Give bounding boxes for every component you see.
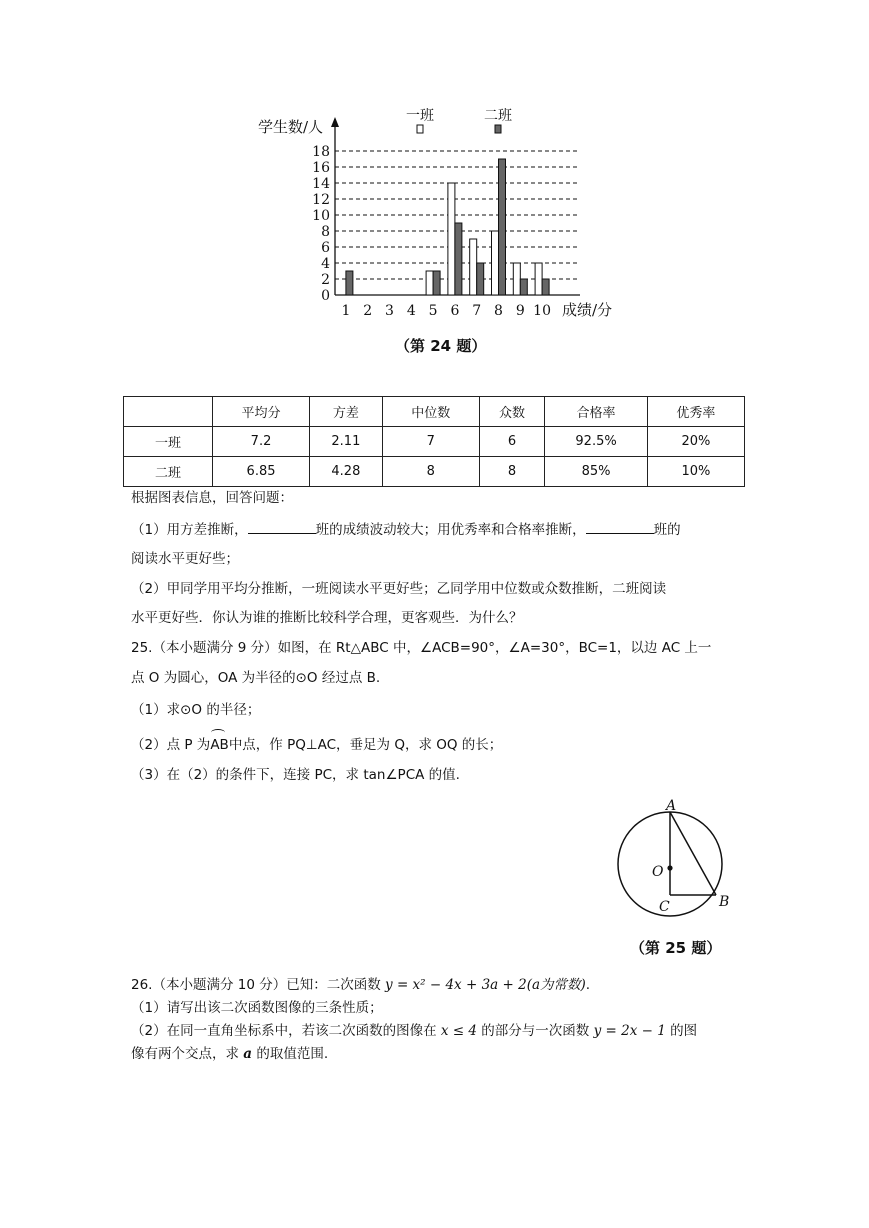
figure-25-caption: （第 25 题） [630, 939, 722, 957]
q24-part1-line2: 阅读水平更好些； [131, 551, 239, 567]
label-o: O [652, 864, 664, 880]
bar-2-6 [455, 223, 462, 295]
x-tick-label: 10 [533, 303, 552, 319]
y-tick-label: 12 [312, 192, 330, 208]
legend-label: 二班 [484, 108, 512, 124]
x-tick-label: 2 [363, 303, 373, 319]
q24-part1-line1 [131, 519, 681, 540]
q26-sub2-text-b: 的部分与一次函数 [477, 1023, 594, 1039]
bar-2-9 [520, 279, 527, 295]
bar-2-1 [346, 271, 353, 295]
y-tick-label: 10 [312, 208, 330, 224]
q24-intro: 根据图表信息，回答问题： [131, 490, 293, 506]
table-header-row [124, 397, 745, 427]
table-cell: 85% [545, 457, 648, 487]
y-axis-arrow-icon [331, 117, 339, 127]
chart-caption: （第 24 题） [395, 337, 487, 355]
table-header: 中位数 [382, 397, 479, 427]
q26-sub2-text-a: （2）在同一直角坐标系中，若该二次函数的图像在 [131, 1023, 441, 1039]
y-tick-label: 18 [312, 144, 330, 160]
q24-p1-text-a: （1）用方差推断， [131, 522, 248, 538]
y-tick-label: 8 [321, 224, 330, 240]
table-cell: 20% [647, 427, 744, 457]
label-c: C [659, 899, 670, 915]
arc-ab [210, 735, 229, 755]
legend-swatch [495, 125, 501, 133]
table-cell: 7 [382, 427, 479, 457]
q25-sub2-text-b: 中点，作 PQ⊥AC，垂足为 Q，求 OQ 的长； [228, 737, 503, 753]
q26-sub2-text-c: 的图 [665, 1023, 698, 1039]
q24-p1-text-c: 班的 [653, 522, 681, 538]
score-bar-chart [240, 105, 630, 325]
y-tick-label: 4 [321, 256, 330, 272]
table-cell: 6 [479, 427, 545, 457]
table-cell: 7.2 [213, 427, 310, 457]
table-cell: 8 [382, 457, 479, 487]
y-tick-label: 2 [321, 272, 330, 288]
bar-2-5 [433, 271, 440, 295]
q25-sub3: （3）在（2）的条件下，连接 PC，求 tan∠PCA 的值. [131, 767, 460, 783]
legend-swatch [417, 125, 423, 133]
label-b: B [719, 894, 730, 910]
table-cell: 6.85 [213, 457, 310, 487]
y-tick-label: 6 [321, 240, 330, 256]
bar-1-9 [513, 263, 520, 295]
bar-2-8 [499, 159, 506, 295]
bar-1-8 [492, 231, 499, 295]
bar-1-7 [470, 239, 477, 295]
arc-mark-icon [211, 729, 225, 736]
x-tick-label: 1 [341, 303, 351, 319]
q25-line1: 25.（本小题满分 9 分）如图，在 Rt△ABC 中，∠ACB=90°，∠A=30°，BC=1，以边 AC 上一 [131, 640, 712, 656]
table-header: 众数 [479, 397, 545, 427]
variable-a: a [243, 1046, 253, 1062]
q26-line1-text: 26.（本小题满分 10 分）已知：二次函数 [131, 977, 386, 993]
arc-ab-label: AB [210, 737, 229, 753]
q25-sub2-text-a: （2）点 P 为 [131, 737, 211, 753]
table-cell: 二班 [124, 457, 213, 487]
q25-line2: 点 O 为圆心，OA 为半径的⊙O 经过点 B. [131, 670, 381, 686]
table-cell: 10% [647, 457, 744, 487]
legend-label: 一班 [406, 108, 434, 124]
bar-2-7 [477, 263, 484, 295]
q26-sub2-line1 [131, 1021, 697, 1041]
answer-blank-1[interactable] [248, 519, 316, 534]
x-tick-label: 4 [406, 303, 416, 319]
x-tick-label: 3 [385, 303, 394, 319]
bar-2-10 [542, 279, 549, 295]
q24-p1-text-b: 班的成绩波动较大；用优秀率和合格率推断， [315, 522, 586, 538]
circle-triangle-figure [608, 798, 748, 923]
table-row [124, 457, 745, 487]
center-point-o [667, 865, 672, 870]
table-header: 平均分 [213, 397, 310, 427]
label-a: A [666, 798, 677, 814]
y-axis-label: 学生数/人 [258, 118, 324, 136]
table-cell: 2.11 [310, 427, 383, 457]
y-tick-label: 16 [312, 160, 330, 176]
x-tick-label: 8 [494, 303, 503, 319]
x-tick-label: 6 [450, 303, 460, 319]
q24-part2-line2: 水平更好些．你认为谁的推断比较科学合理，更客观些．为什么？ [131, 610, 523, 626]
table-header: 优秀率 [647, 397, 744, 427]
q26-sub2-text-d: 像有两个交点，求 [131, 1046, 244, 1062]
y-tick-label: 14 [312, 176, 330, 192]
q26-line1-end: . [585, 977, 591, 993]
x-tick-label: 7 [472, 303, 482, 319]
condition-x: x ≤ 4 [440, 1023, 477, 1039]
bar-1-6 [448, 183, 455, 295]
table-header: 方差 [310, 397, 383, 427]
table-cell: 8 [479, 457, 545, 487]
table-cell: 4.28 [310, 457, 383, 487]
answer-blank-2[interactable] [586, 519, 654, 534]
q25-sub2 [131, 735, 502, 755]
segment-ab [670, 812, 716, 895]
q26-line1 [131, 975, 590, 995]
table-header: 合格率 [545, 397, 648, 427]
x-tick-label: 5 [428, 303, 438, 319]
table-cell: 92.5% [545, 427, 648, 457]
bar-1-10 [535, 263, 542, 295]
table-row [124, 427, 745, 457]
q26-sub2-text-e: 的取值范围. [252, 1046, 329, 1062]
linear-function: y = 2x − 1 [593, 1023, 666, 1039]
table-cell: 一班 [124, 427, 213, 457]
table-header [124, 397, 213, 427]
statistics-table [123, 396, 745, 487]
q26-sub1: （1）请写出该二次函数图像的三条性质； [131, 1000, 383, 1016]
x-tick-label: 9 [515, 303, 525, 319]
x-axis-label: 成绩/分 [562, 301, 613, 319]
quadratic-formula: y = x² − 4x + 3a + 2(a为常数) [385, 977, 586, 993]
bar-1-5 [426, 271, 433, 295]
q26-sub2-line2 [131, 1044, 328, 1064]
q25-sub1: （1）求⊙O 的半径； [131, 702, 261, 718]
y-tick-label: 0 [321, 288, 330, 304]
q24-part2-line1: （2）甲同学用平均分推断，一班阅读水平更好些；乙同学用中位数或众数推断，二班阅读 [131, 581, 667, 597]
